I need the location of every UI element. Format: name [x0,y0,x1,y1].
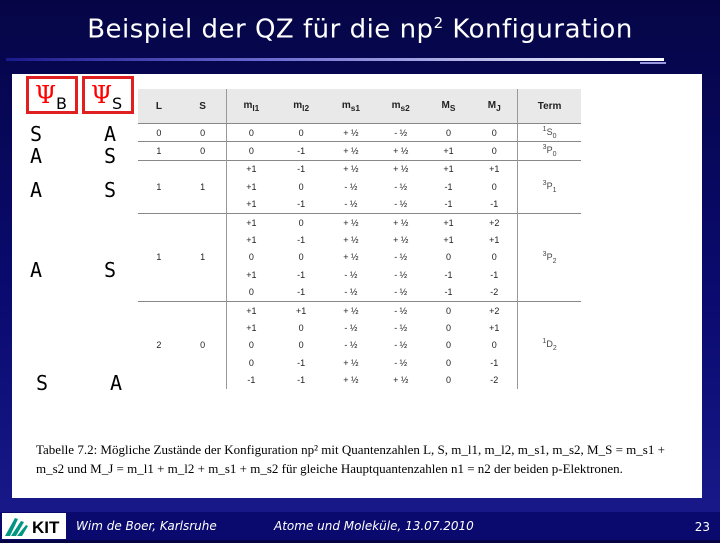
cell-value: +1 [426,213,472,231]
header-ml2: $m_{l2}$ [276,89,326,124]
cell-value: -2 [490,375,499,386]
cell-value: + ½ [343,357,359,368]
cell-value: -1 [444,269,453,280]
cell-l: 1 [138,213,180,301]
term-j: 0 [552,150,557,158]
cell-value: +1 [226,266,276,283]
table-caption [36,440,686,478]
title-rest: Konfiguration [443,14,633,45]
header-ms1: $m_{s1}$ [326,89,376,124]
cell-value: + ½ [326,160,376,178]
table-header-row [138,89,581,124]
cell-value: -1 [297,235,306,246]
cell-l: 1 [138,142,180,160]
slide-title [0,14,720,45]
term-multiplicity: 3 [542,179,547,187]
cell-value: -1 [444,287,453,298]
cell-value: +1 [226,213,276,231]
term-letter: P [546,180,553,191]
cell-term [518,160,581,213]
term-multiplicity: 3 [542,250,547,258]
cell-term [518,142,581,160]
sym-left-5: S [36,371,49,395]
cell-value: + ½ [343,235,359,246]
cell-value: - ½ [344,269,358,280]
header-ms2: $m_{s2}$ [376,89,426,124]
cell-value: + ½ [376,160,426,178]
header-ms: $M_S$ [426,89,472,124]
term-letter: P [546,251,553,262]
cell-value: -1 [490,199,499,210]
cell-value: 0 [226,354,276,371]
cell-value: -1 [226,371,276,388]
cell-value: +1 [226,178,276,195]
caption-line-2: m_s2 und M_J = m_l1 + m_l2 + m_s1 + m_s2 für gleiche Hauptquantenzahlen n1 = n2 der beiden p-Elektronen. [36,461,623,476]
header-s: S [180,89,226,124]
cell-value: +1 [426,142,472,160]
cell-value: - ½ [394,269,408,280]
cell-value: -1 [297,269,306,280]
cell-value: - ½ [376,124,426,142]
header-l: L [138,89,180,124]
cell-value: - ½ [344,322,358,333]
footer-lecture: Atome und Moleküle, 13.07.2010 [274,519,474,533]
cell-value: - ½ [394,322,408,333]
cell-value: 0 [491,252,497,263]
cell-value: +1 [226,301,276,319]
cell-value: +1 [443,235,454,246]
cell-value: - ½ [394,181,408,192]
cell-s: 1 [180,160,226,213]
cell-value: 0 [491,340,497,351]
cell-value: -1 [297,357,306,368]
term-j: 1 [552,186,557,194]
cell-value: 0 [298,181,304,192]
sym-left-2: A [30,144,43,168]
cell-value: - ½ [344,340,358,351]
cell-value: -1 [276,142,326,160]
cell-value: -1 [297,287,306,298]
cell-value: + ½ [343,375,359,386]
cell-value: - ½ [344,181,358,192]
cell-value: + ½ [326,142,376,160]
cell-value: + ½ [393,235,409,246]
caption-line-1: Tabelle 7.2: Mögliche Zustände der Konfiguration np² mit Quantenzahlen L, S, m_l1, m_l2, m_s1, m_s2, M_S = m_s1 + [36,442,665,457]
cell-value: - ½ [394,287,408,298]
header-ml1: $m_{l1}$ [226,89,276,124]
term-multiplicity: 1 [542,338,547,346]
cell-value: 0 [226,284,276,302]
cell-value: - ½ [394,252,408,263]
kit-logo-icon [2,513,66,539]
cell-value: -1 [444,199,453,210]
sym-right-5: A [110,371,123,395]
cell-value: - ½ [376,301,426,319]
cell-l: 1 [138,160,180,213]
term-j: 0 [552,132,557,140]
psi-b-box [26,76,78,114]
cell-value: 0 [445,375,451,386]
sym-left-1: S [30,122,43,146]
header-mj: $M_J$ [471,89,517,124]
cell-s: 0 [180,142,226,160]
cell-value: +1 [489,322,500,333]
cell-value: 0 [298,252,304,263]
cell-value: +2 [471,213,517,231]
cell-value: 0 [445,322,451,333]
cell-value: 0 [276,124,326,142]
title-superscript: 2 [433,14,444,32]
cell-value: + ½ [326,213,376,231]
cell-value: 0 [276,213,326,231]
sym-right-4: S [104,258,117,282]
cell-value: -1 [444,181,453,192]
quantum-number-table [138,89,581,389]
cell-value: +1 [226,160,276,178]
term-letter: S [546,126,553,137]
cell-value: + ½ [326,301,376,319]
cell-s: 0 [180,301,226,388]
cell-value: 0 [226,249,276,266]
table-row [138,160,581,178]
sym-right-2: S [104,144,117,168]
cell-value: 0 [491,181,497,192]
psi-s-subscript: S [112,93,123,113]
kit-logo-text: KIT [32,518,60,537]
cell-value: + ½ [376,213,426,231]
cell-value: -1 [297,375,306,386]
table-row [138,124,581,142]
cell-value: +1 [226,231,276,248]
title-underline-accent [640,62,666,64]
cell-l: 2 [138,301,180,388]
cell-value: 0 [226,142,276,160]
cell-value: +2 [471,301,517,319]
cell-value: -1 [297,199,306,210]
cell-l: 0 [138,124,180,142]
psi-b-subscript: B [56,93,68,113]
cell-value: -1 [276,160,326,178]
cell-value: 0 [298,340,304,351]
table-row [138,301,581,319]
title-text: Beispiel der QZ für die np [87,14,434,45]
cell-value: 0 [426,301,472,319]
psi-s-symbol: Ψ [91,81,113,109]
cell-value: +1 [276,301,326,319]
table-row [138,213,581,231]
sym-right-3: S [104,178,117,202]
cell-value: - ½ [394,357,408,368]
cell-value: - ½ [344,287,358,298]
cell-value: + ½ [376,142,426,160]
cell-value: + ½ [326,124,376,142]
cell-value: - ½ [394,340,408,351]
psi-s-box [82,76,134,114]
page-number: 23 [694,520,710,534]
cell-value: -1 [490,357,499,368]
footer-author: Wim de Boer, Karlsruhe [76,519,217,533]
term-letter: D [546,339,553,350]
cell-value: 0 [445,357,451,368]
cell-value: 0 [298,322,304,333]
cell-value: - ½ [394,199,408,210]
cell-s: 0 [180,124,226,142]
sym-right-1: A [104,122,117,146]
cell-term [518,213,581,301]
term-letter: P [546,145,553,156]
cell-value: - ½ [344,199,358,210]
kit-logo [2,513,66,539]
cell-value: 0 [445,252,451,263]
cell-s: 1 [180,213,226,301]
cell-value: 0 [226,124,276,142]
cell-term [518,124,581,142]
table-row [138,142,581,160]
sym-left-3: A [30,178,43,202]
cell-term [518,301,581,388]
sym-left-4: A [30,258,43,282]
cell-value: 0 [471,124,517,142]
header-term: Term [518,89,581,124]
title-underline [6,58,664,61]
term-j: 2 [552,345,557,353]
term-j: 2 [552,257,557,265]
cell-value: + ½ [393,375,409,386]
cell-value: 0 [426,124,472,142]
table-body [138,124,581,389]
cell-value: +1 [226,196,276,214]
term-multiplicity: 1 [542,125,547,133]
cell-value: +1 [489,235,500,246]
term-multiplicity: 3 [542,144,547,152]
psi-b-symbol: Ψ [35,81,57,109]
cell-value: 0 [471,142,517,160]
cell-value: + ½ [343,252,359,263]
cell-value: 0 [226,337,276,354]
cell-value: +1 [226,319,276,336]
cell-value: -2 [490,287,499,298]
cell-value: +1 [471,160,517,178]
cell-value: +1 [426,160,472,178]
cell-value: -1 [490,269,499,280]
cell-value: 0 [445,340,451,351]
